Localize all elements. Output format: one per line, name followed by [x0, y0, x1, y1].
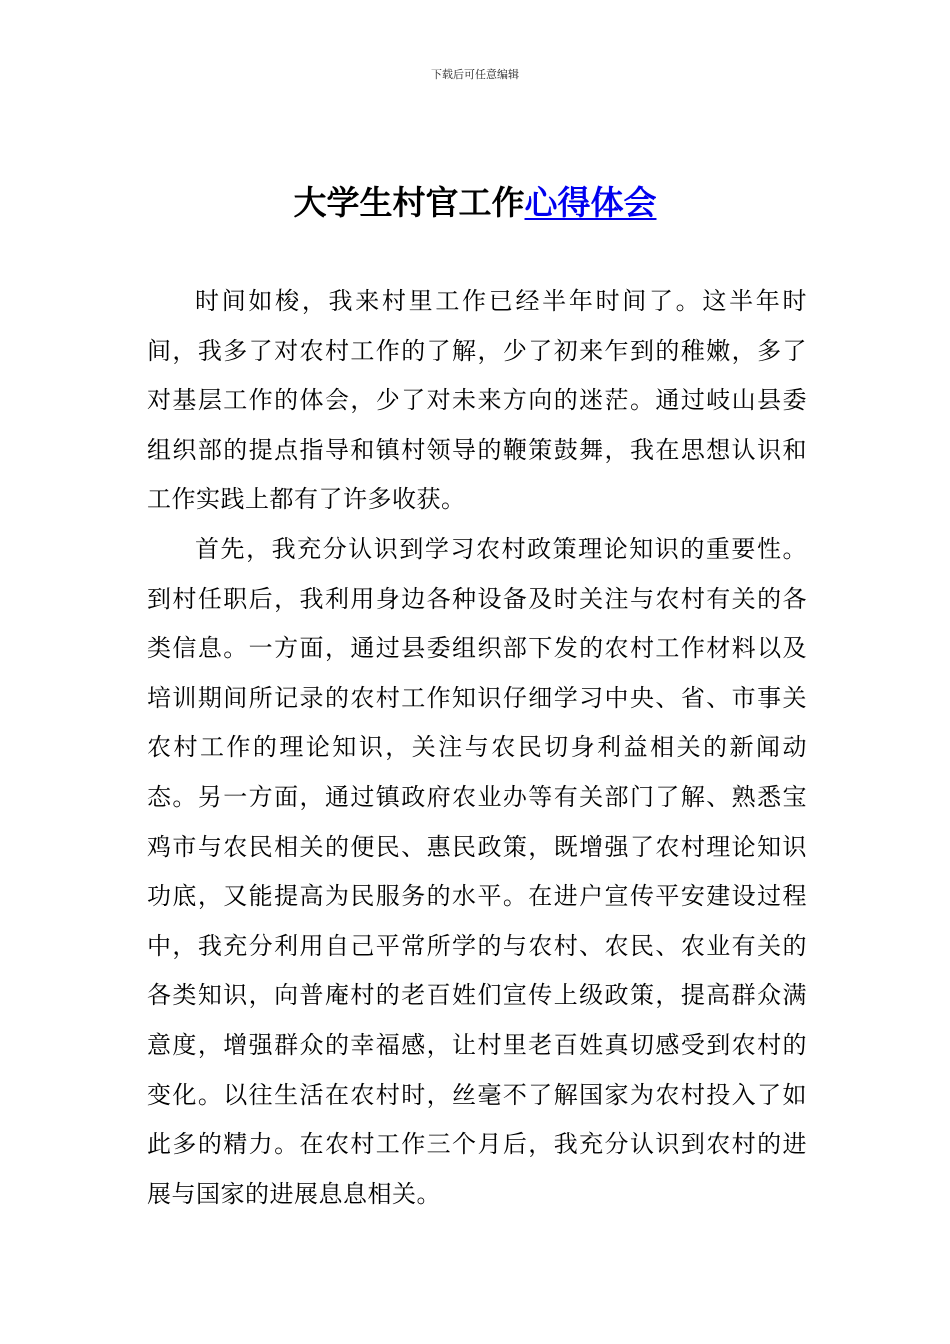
page-header-note: 下载后可任意编辑	[431, 68, 519, 81]
title-text: 大学生村官工作	[293, 183, 525, 222]
paragraph-2: 首先，我充分认识到学习农村政策理论知识的重要性。到村任职后，我利用身边各种设备及时关注与农村有关的各类信息。一方面，通过县委组织部下发的农村工作材料以及培训期间所记录的农村工作知识仔细学习中央、省、市事关农村工作的理论知识，关注与农民切身利益相关的新闻动态。另一方面，通过镇政府农业办等有关部门了解、熟悉宝鸡市与农民相关的便民、惠民政策，既增强了农村理论知识功底，又能提高为民服务的水平。在进户宣传平安建设过程中，我充分利用自己平常所学的与农村、农民、农业有关的各类知识，向普庵村的老百姓们宣传上级政策，提高群众满意度，增强群众的幸福感，让村里老百姓真切感受到农村的变化。以往生活在农村时，丝毫不了解国家为农村投入了如此多的精力。在农村工作三个月后，我充分认识到农村的进展与国家的进展息息相关。	[147, 534, 807, 1208]
paragraph-1: 时间如梭，我来村里工作已经半年时间了。这半年时间，我多了对农村工作的了解，少了初来乍到的稚嫩，多了对基层工作的体会，少了对未来方向的迷茫。通过岐山县委组织部的提点指导和镇村领导的鞭策鼓舞，我在思想认识和工作实践上都有了许多收获。	[147, 287, 807, 514]
document-body	[147, 277, 807, 1219]
title-link[interactable]: 心得体会	[524, 183, 657, 222]
document-title	[0, 178, 950, 228]
